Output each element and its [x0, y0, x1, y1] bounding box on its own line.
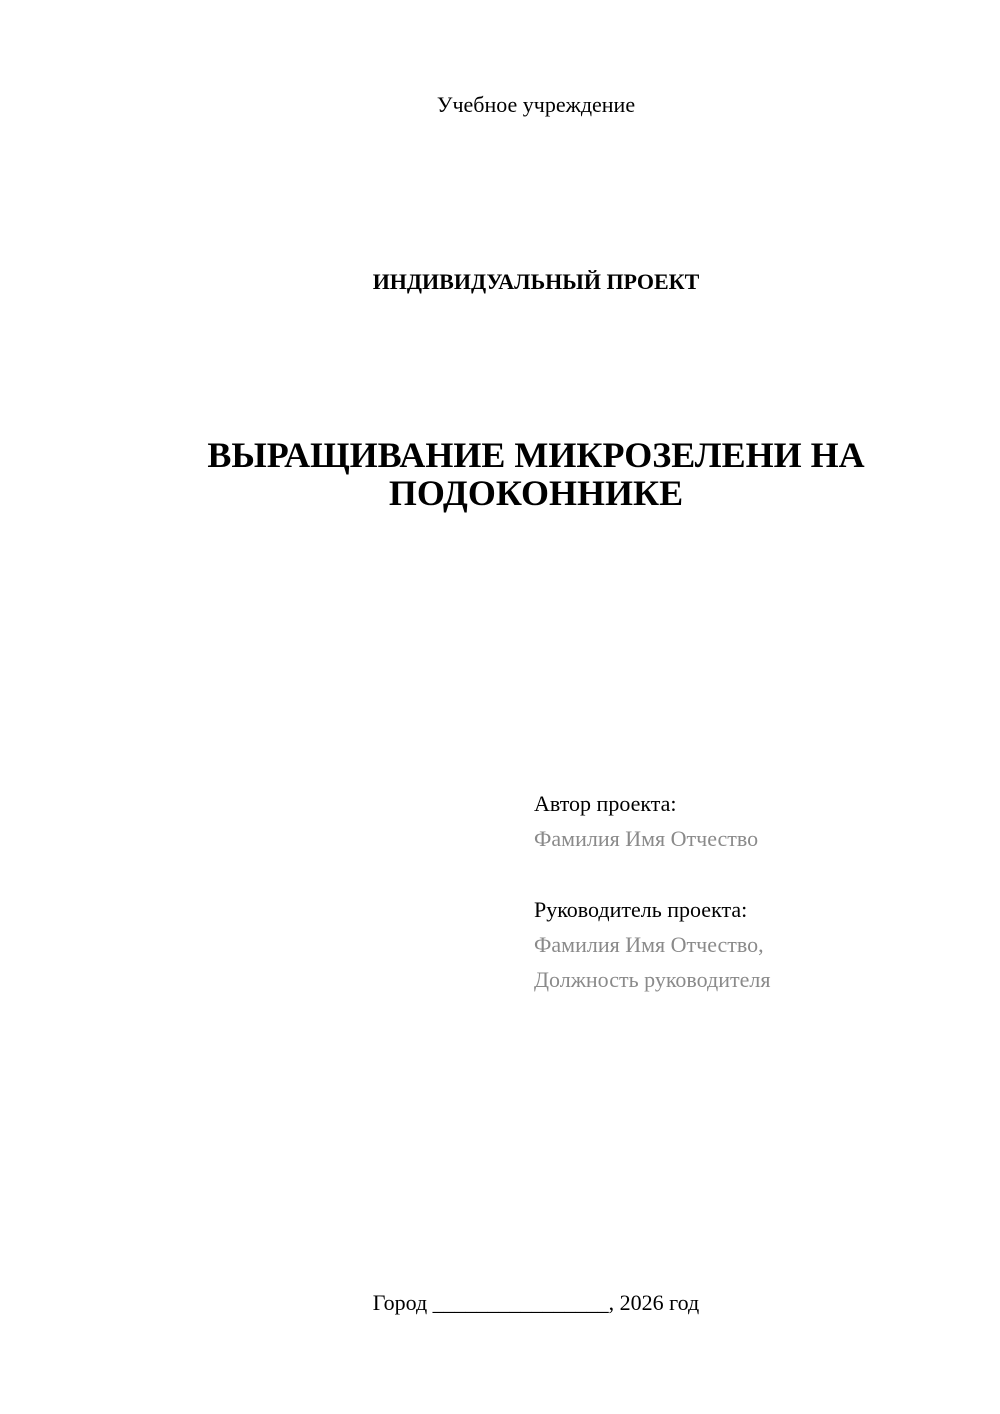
- project-people-block: [534, 786, 974, 997]
- project-type-heading: ИНДИВИДУАЛЬНЫЙ ПРОЕКТ: [372, 269, 700, 294]
- project-title-line-2: ПОДОКОННИКЕ: [388, 473, 684, 513]
- supervisor-label: Руководитель проекта:: [534, 897, 748, 922]
- author-label: Автор проекта:: [534, 791, 677, 816]
- institution-name: Учебное учреждение: [436, 92, 636, 117]
- project-title: [0, 436, 1000, 512]
- supervisor-name: Фамилия Имя Отчество,: [534, 932, 764, 957]
- city-year-line: Город ________________, 2026 год: [372, 1290, 700, 1315]
- supervisor-position: Должность руководителя: [534, 967, 771, 992]
- project-title-line-1: ВЫРАЩИВАНИЕ МИКРОЗЕЛЕНИ НА: [207, 435, 865, 475]
- people-spacer: [534, 856, 974, 892]
- author-name: Фамилия Имя Отчество: [534, 826, 759, 851]
